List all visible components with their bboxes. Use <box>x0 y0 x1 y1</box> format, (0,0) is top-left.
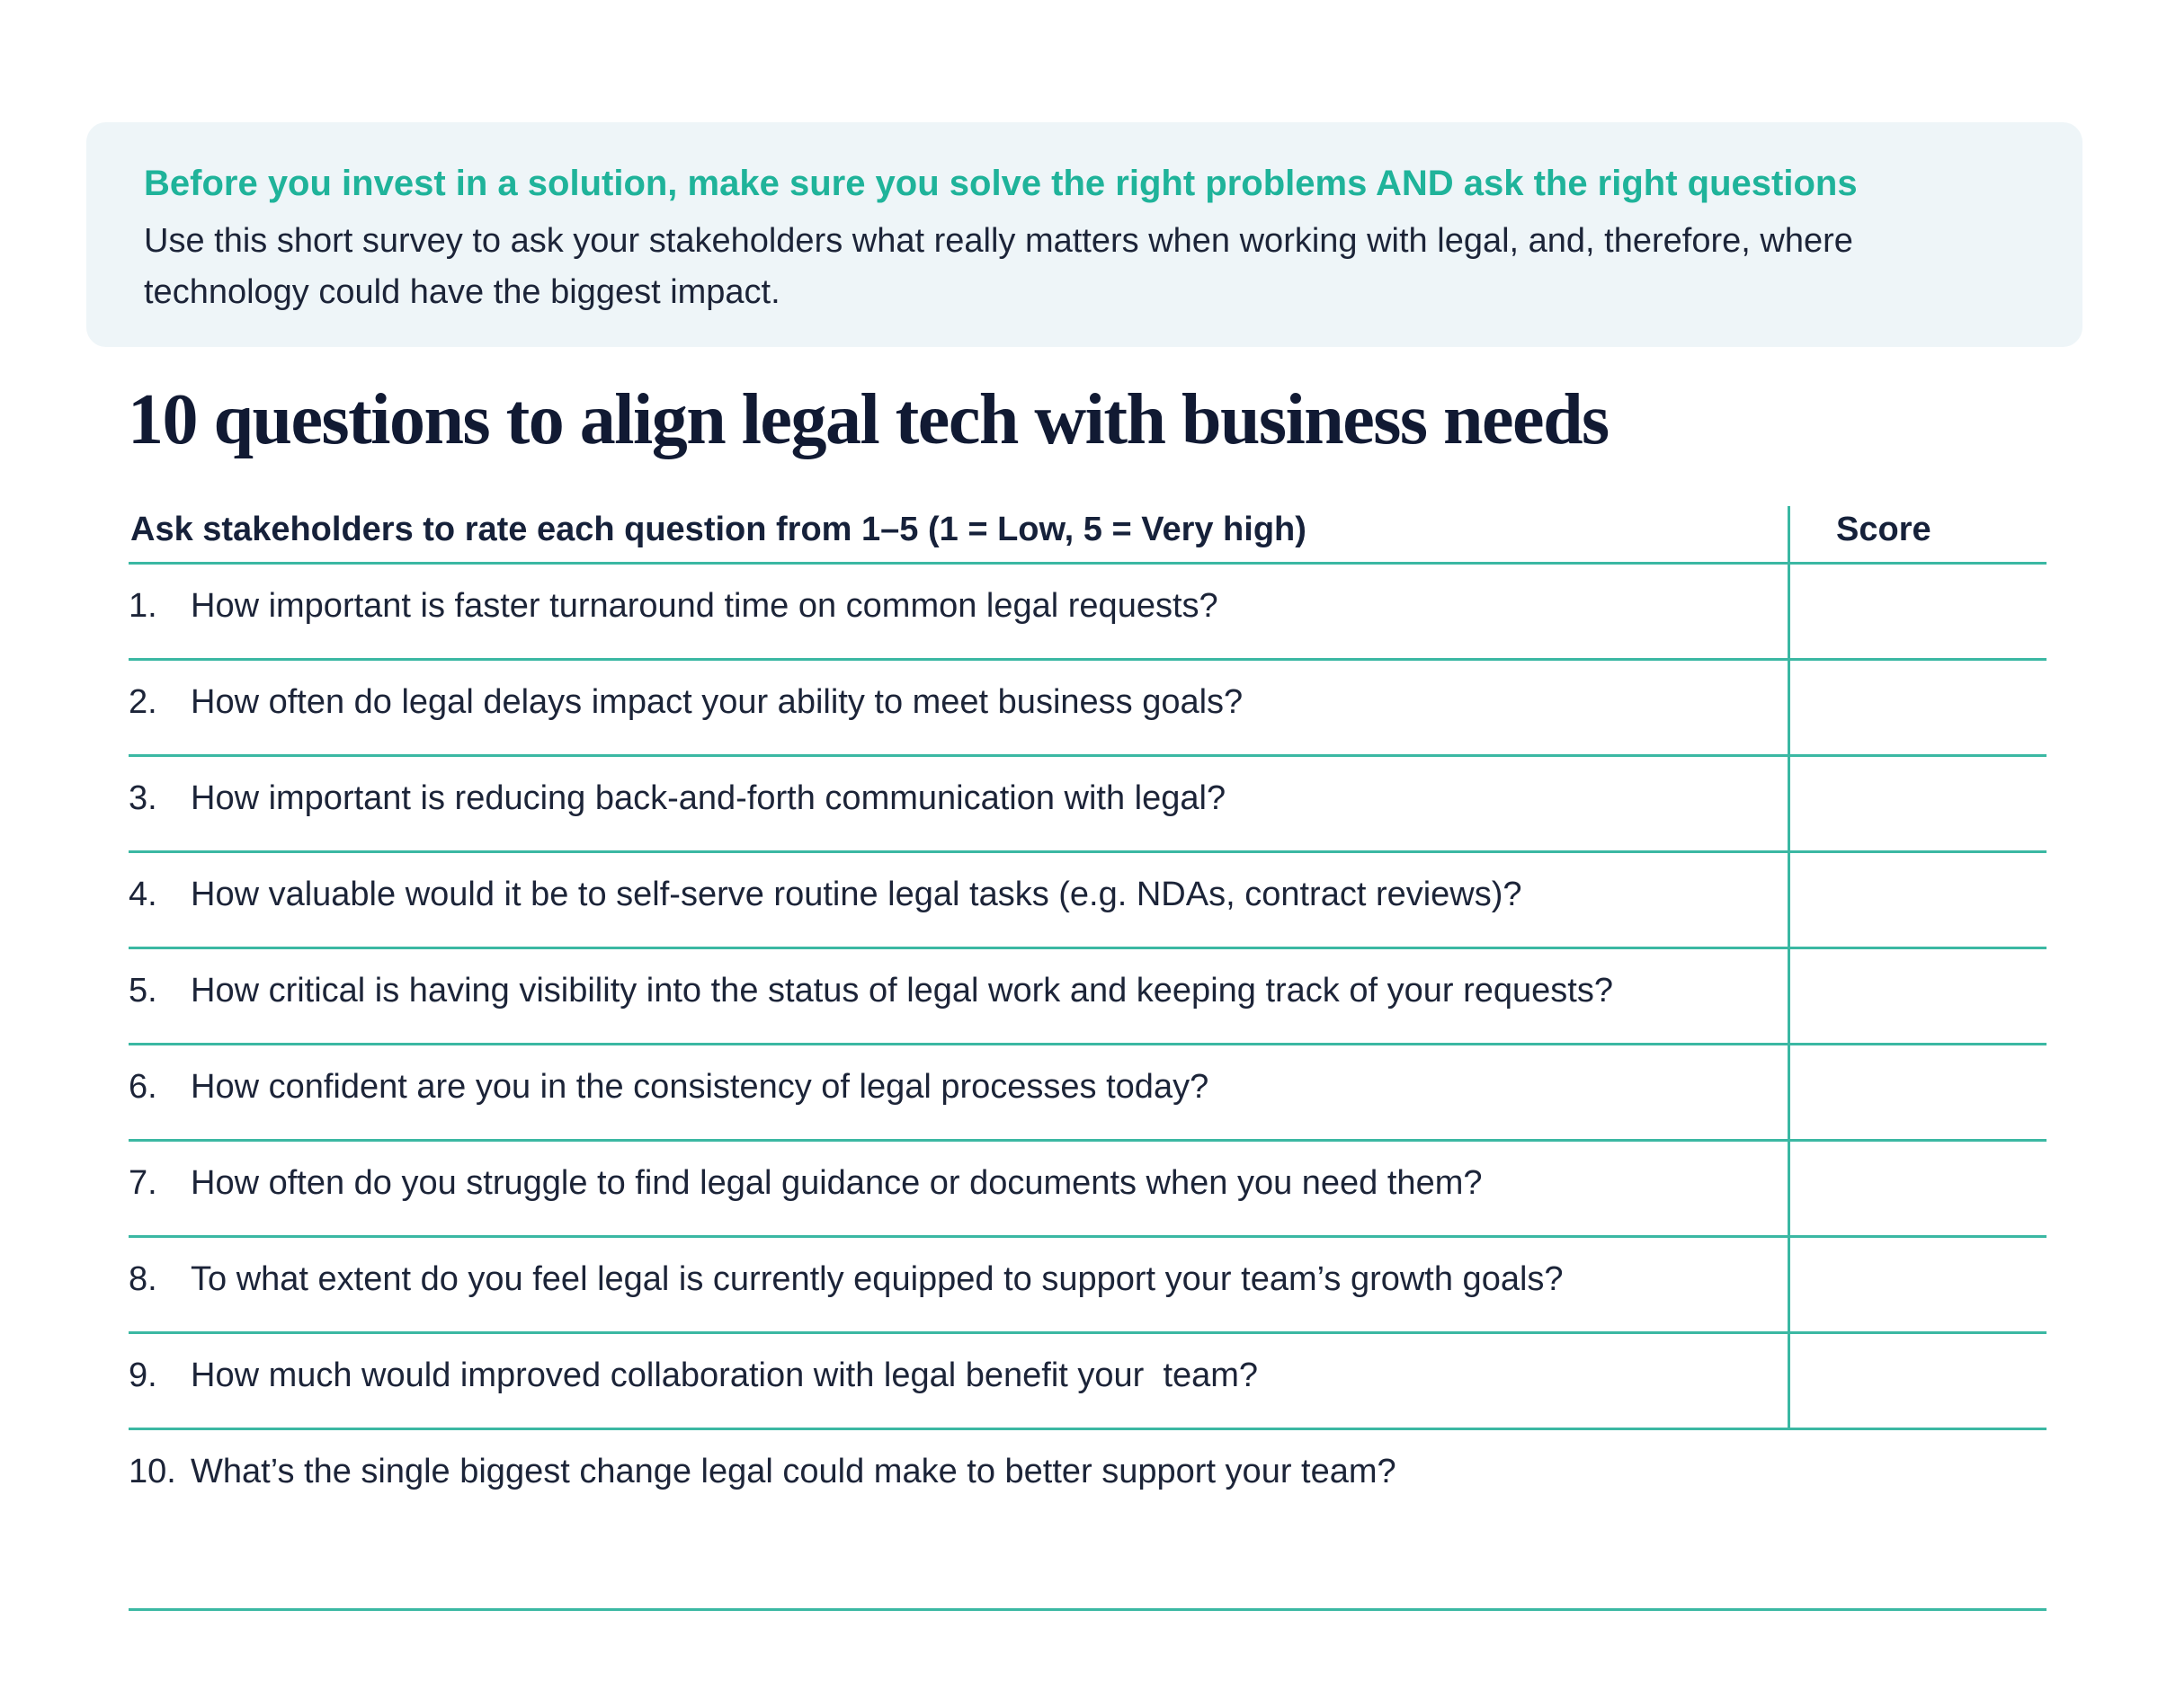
question-number: 6. <box>129 1068 157 1106</box>
question-text: How important is reducing back-and-forth communication with legal? <box>191 779 1226 817</box>
question-number: 9. <box>129 1357 157 1394</box>
question-number: 1. <box>129 587 157 625</box>
question-number: 8. <box>129 1260 157 1298</box>
score-cell-7[interactable] <box>1788 1142 2047 1235</box>
question-row-7 <box>129 1142 2047 1238</box>
score-cell-6[interactable] <box>1788 1045 2047 1139</box>
question-text: How critical is having visibility into the status of legal work and keeping track of your requests? <box>191 972 1613 1010</box>
question-number: 7. <box>129 1164 157 1202</box>
score-column-header: Score <box>1836 511 1931 548</box>
question-row-4 <box>129 853 2047 949</box>
question-row-1 <box>129 565 2047 661</box>
question-text: How valuable would it be to self-serve routine legal tasks (e.g. NDAs, contract reviews)? <box>191 876 1522 913</box>
question-number: 3. <box>129 779 157 817</box>
question-text: How important is faster turnaround time on common legal requests? <box>191 587 1218 625</box>
column-divider <box>1788 506 1790 562</box>
score-cell-9[interactable] <box>1788 1334 2047 1428</box>
page-title: 10 questions to align legal tech with business needs <box>128 380 1609 459</box>
question-text: How often do you struggle to find legal guidance or documents when you need them? <box>191 1164 1483 1202</box>
question-row-3 <box>129 757 2047 853</box>
callout-body: Use this short survey to ask your stakeholders what really matters when working with legal, and, therefore, where technology could have the biggest impact. <box>144 222 1853 311</box>
question-number: 4. <box>129 876 157 913</box>
callout-title: Before you invest in a solution, make sure you solve the right problems AND ask the right questions <box>144 164 1858 203</box>
score-cell-5[interactable] <box>1788 949 2047 1043</box>
rating-instruction: Ask stakeholders to rate each question from 1–5 (1 = Low, 5 = Very high) <box>130 511 1306 548</box>
question-row-5 <box>129 949 2047 1045</box>
question-row-6 <box>129 1045 2047 1142</box>
table-header <box>129 506 2047 565</box>
question-row-9 <box>129 1334 2047 1430</box>
question-text: How much would improved collaboration with legal benefit your team? <box>191 1357 1259 1394</box>
survey-table <box>129 506 2047 1611</box>
intro-callout <box>86 122 2082 347</box>
question-row-10 <box>129 1430 2047 1611</box>
score-cell-8[interactable] <box>1788 1238 2047 1331</box>
question-text: What’s the single biggest change legal could make to better support your team? <box>191 1453 1396 1490</box>
score-cell-4[interactable] <box>1788 853 2047 947</box>
question-number: 5. <box>129 972 157 1010</box>
question-row-8 <box>129 1238 2047 1334</box>
question-row-2 <box>129 661 2047 757</box>
score-cell-3[interactable] <box>1788 757 2047 850</box>
question-number: 10. <box>129 1453 176 1490</box>
question-number: 2. <box>129 683 157 721</box>
question-text: How confident are you in the consistency of legal processes today? <box>191 1068 1209 1106</box>
question-text: How often do legal delays impact your ability to meet business goals? <box>191 683 1244 721</box>
question-text: To what extent do you feel legal is currently equipped to support your team’s growth goals? <box>191 1260 1564 1298</box>
score-cell-1[interactable] <box>1788 565 2047 658</box>
score-cell-2[interactable] <box>1788 661 2047 754</box>
